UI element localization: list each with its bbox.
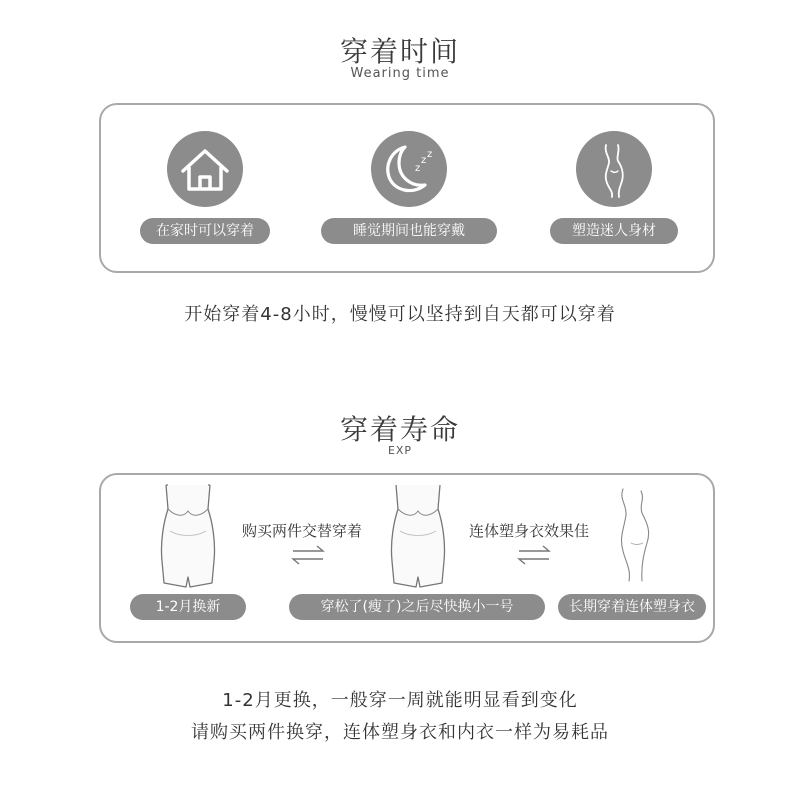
svg-text:z: z — [415, 163, 421, 174]
section-wearing-time-subtitle: Wearing time — [350, 66, 450, 81]
wearing-life-note-2: 请购买两件换穿，连体塑身衣和内衣一样为易耗品 — [191, 722, 609, 743]
wearing-life-panel — [99, 473, 715, 643]
replace-monthly-label: 1-2月换新 — [130, 594, 246, 620]
at-home-label: 在家时可以穿着 — [140, 218, 270, 244]
svg-text:z: z — [427, 149, 433, 160]
body-silhouette-icon — [609, 485, 659, 589]
buy-two-label: 购买两件交替穿着 — [242, 522, 363, 540]
wearing-time-panel — [99, 103, 715, 273]
sleep-moon-icon — [371, 131, 447, 207]
shape-figure-label: 塑造迷人身材 — [550, 218, 678, 244]
exchange-arrows-icon — [517, 545, 551, 569]
section-wearing-time-title: 穿着时间 — [339, 35, 460, 68]
house-icon — [167, 131, 243, 207]
bodysuit-icon — [156, 481, 220, 593]
sleeping-label: 睡觉期间也能穿戴 — [321, 218, 497, 244]
body-silhouette-icon — [576, 131, 652, 207]
exchange-arrows-icon — [291, 545, 325, 569]
bodysuit-icon — [386, 481, 450, 593]
size-down-label: 穿松了(瘦了)之后尽快换小一号 — [289, 594, 545, 620]
section-wearing-life-title: 穿着寿命 — [339, 413, 460, 446]
wearing-time-note: 开始穿着4-8小时，慢慢可以坚持到自天都可以穿着 — [184, 304, 616, 325]
wearing-life-note-1: 1-2月更换，一般穿一周就能明显看到变化 — [222, 690, 578, 711]
section-wearing-life-subtitle: EXP — [387, 444, 413, 457]
svg-text:z: z — [421, 155, 427, 166]
long-term-label: 长期穿着连体塑身衣 — [558, 594, 706, 620]
effect-good-label: 连体塑身衣效果佳 — [469, 522, 590, 540]
